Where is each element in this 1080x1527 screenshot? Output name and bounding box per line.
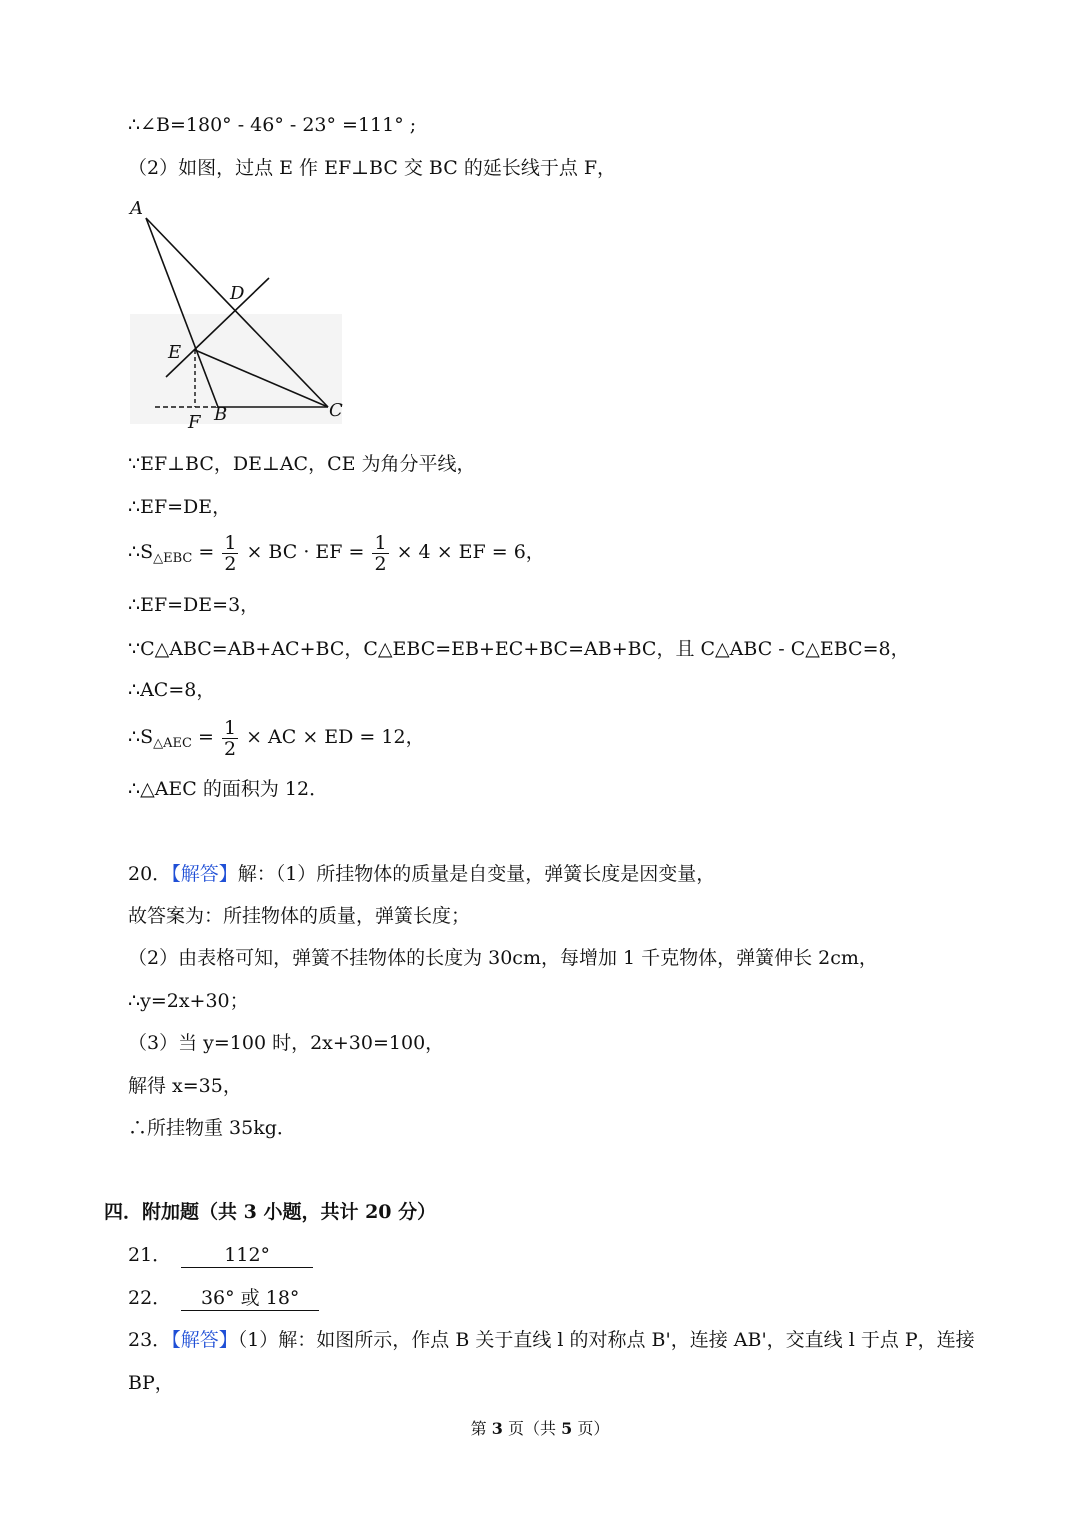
footer-total-pages: 5	[561, 1419, 573, 1438]
area-aec-prefix: ∴S	[128, 726, 154, 748]
fraction-numerator: 1	[223, 716, 237, 739]
line-construct-ef: （2）如图，过点 E 作 EF⊥BC 交 BC 的延长线于点 F，	[128, 157, 617, 179]
triangle-diagram	[122, 192, 350, 432]
fraction-denominator: 2	[223, 737, 237, 760]
line-ef-de-value: ∴EF=DE=3，	[128, 594, 260, 616]
q23-number: 23．	[128, 1329, 172, 1351]
area-ebc-mid1: × BC · EF =	[240, 541, 371, 563]
q23-line-1-text: （1）解：如图所示，作点 B 关于直线 l 的对称点 B'，连接 AB'，交直线 l 于点 P，连接	[237, 1329, 975, 1351]
q20-line-1-text: 解：（1）所挂物体的质量是自变量，弹簧长度是因变量，	[237, 863, 716, 885]
label-d: D	[230, 283, 245, 304]
label-b: B	[214, 404, 228, 425]
line-given: ∵EF⊥BC，DE⊥AC，CE 为角分平线，	[128, 453, 476, 475]
line-perimeter: ∵C△ABC=AB+AC+BC，C△EBC=EB+EC+BC=AB+BC，且 C△ABC - C△EBC=8，	[128, 638, 910, 660]
label-a: A	[130, 198, 143, 219]
label-c: C	[329, 400, 343, 421]
fraction-half	[222, 718, 238, 759]
q20-line-1	[128, 862, 715, 886]
triangle-figure	[122, 192, 350, 432]
footer-pre: 第	[470, 1419, 492, 1438]
q22-line	[128, 1286, 319, 1311]
q20-number: 20．	[128, 863, 172, 885]
q21-line	[128, 1243, 313, 1268]
q20-line-7: ∴所挂物重 35kg．	[128, 1117, 296, 1139]
line-area-ebc	[128, 530, 545, 581]
fraction-denominator: 2	[224, 552, 237, 575]
line-ef-de: ∴EF=DE，	[128, 496, 232, 518]
area-aec-mid: × AC × ED = 12，	[240, 726, 425, 748]
area-aec-eq: =	[191, 726, 220, 748]
label-f: F	[188, 412, 201, 432]
fraction-numerator: 1	[374, 531, 387, 554]
fraction-denominator: 2	[374, 552, 387, 575]
area-ebc-eq: =	[192, 541, 221, 563]
q20-line-5: （3）当 y=100 时，2x+30=100，	[128, 1032, 445, 1054]
section-4-title: 四．附加题（共 3 小题，共计 20 分）	[104, 1201, 437, 1223]
line-ac-value: ∴AC=8，	[128, 679, 216, 701]
segment-ac	[146, 218, 328, 407]
line-area-aec	[128, 715, 425, 766]
area-ebc-sub: △EBC	[153, 551, 193, 566]
q20-line-3: （2）由表格可知，弹簧不挂物体的长度为 30cm，每增加 1 千克物体，弹簧伸长 2cm，	[128, 947, 878, 969]
q20-line-2: 故答案为：所挂物体的质量，弹簧长度；	[128, 905, 471, 927]
area-ebc-prefix: ∴S	[128, 541, 154, 563]
q21-answer-blank: 112°	[181, 1244, 313, 1268]
q23-line-1	[128, 1328, 975, 1352]
q22-answer-blank: 36° 或 18°	[181, 1287, 319, 1311]
page-footer	[0, 1416, 1080, 1439]
line-angle-b: ∴∠B=180° - 46° - 23° =111° ;	[128, 114, 417, 136]
fraction-numerator: 1	[224, 531, 237, 554]
footer-mid: 页（共	[502, 1419, 562, 1438]
q21-number: 21．	[128, 1244, 172, 1266]
q23-line-2: BP，	[128, 1372, 174, 1394]
area-aec-sub: △AEC	[153, 736, 192, 751]
segment-ab	[146, 218, 218, 407]
line-conclusion: ∴△AEC 的面积为 12．	[128, 778, 329, 800]
q23-answer-tag: 【解答】	[171, 1329, 238, 1351]
footer-post: 页）	[572, 1419, 610, 1438]
q20-line-6: 解得 x=35，	[128, 1075, 242, 1097]
fraction-half	[222, 533, 238, 574]
label-e: E	[168, 342, 182, 363]
fraction-half	[372, 533, 388, 574]
footer-page-number: 3	[491, 1419, 503, 1438]
q20-answer-tag: 【解答】	[171, 863, 238, 885]
q22-number: 22．	[128, 1287, 172, 1309]
area-ebc-mid2: × 4 × EF = 6，	[390, 541, 545, 563]
q20-line-4: ∴y=2x+30；	[128, 990, 249, 1012]
